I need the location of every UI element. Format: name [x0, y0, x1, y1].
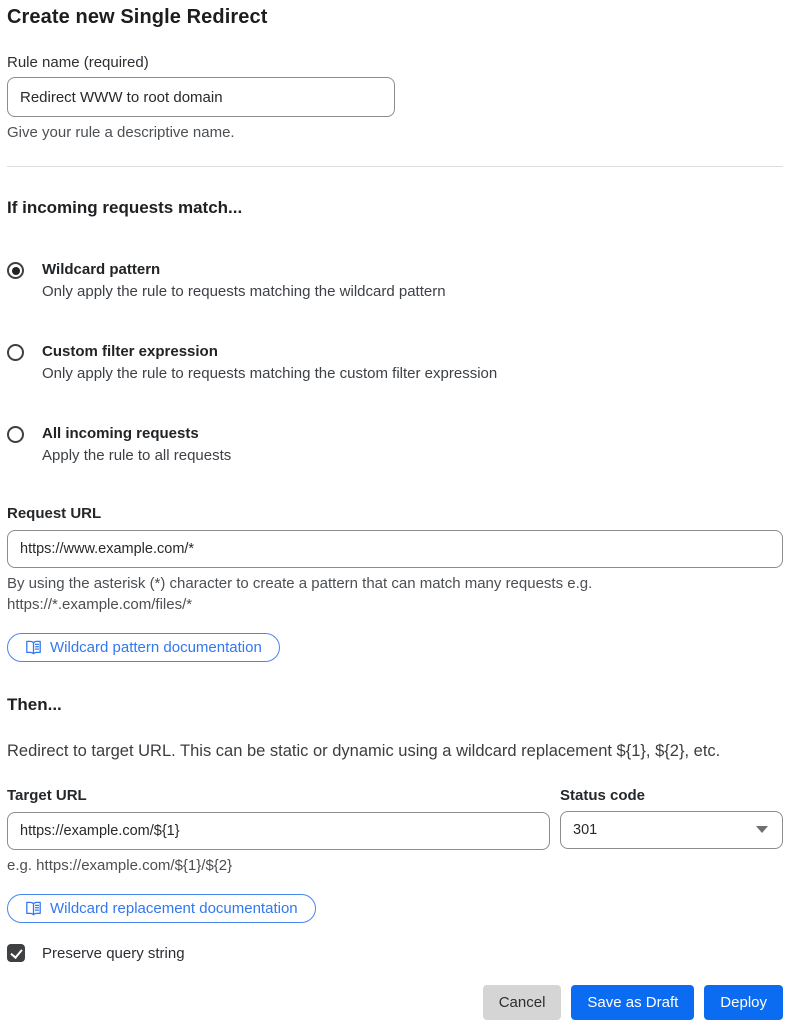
chevron-down-icon — [756, 826, 768, 833]
preserve-query-label: Preserve query string — [42, 944, 185, 962]
radio-label: Custom filter expression — [42, 343, 218, 361]
doc-button-label: Wildcard replacement documentation — [50, 900, 298, 917]
footer-actions — [7, 985, 783, 1020]
status-code-select[interactable] — [560, 811, 783, 849]
then-section-heading: Then... — [7, 694, 62, 714]
then-description: Redirect to target URL. This can be static or dynamic using a wildcard replacement ${1}, ${2}, etc. — [7, 741, 721, 760]
radio-button[interactable] — [7, 426, 24, 443]
doc-button-label: Wildcard pattern documentation — [50, 638, 262, 656]
target-url-help: e.g. https://example.com/${1}/${2} — [7, 856, 233, 874]
radio-description: Apply the rule to all requests — [42, 447, 232, 465]
status-code-label: Status code — [560, 786, 646, 804]
request-url-help: By using the asterisk (*) character to create a pattern that can match many requests e.g. https://*.example.com/files/* — [7, 575, 593, 613]
radio-option-custom-filter[interactable] — [7, 343, 783, 382]
target-url-input[interactable] — [7, 812, 550, 850]
radio-description: Only apply the rule to requests matching the custom filter expression — [42, 365, 498, 383]
section-divider — [7, 166, 783, 167]
deploy-button[interactable]: Deploy — [704, 985, 783, 1020]
rule-name-help: Give your rule a descriptive name. — [7, 124, 235, 141]
preserve-query-checkbox[interactable] — [7, 944, 25, 962]
radio-label: Wildcard pattern — [42, 261, 161, 279]
status-code-value: 301 — [573, 821, 598, 838]
book-icon — [25, 900, 42, 917]
match-section-heading: If incoming requests match... — [7, 198, 243, 218]
radio-label: All incoming requests — [42, 425, 199, 443]
target-url-label: Target URL — [7, 786, 87, 804]
book-icon — [25, 639, 42, 656]
radio-option-all-requests[interactable] — [7, 425, 783, 464]
radio-option-wildcard-pattern[interactable] — [7, 261, 783, 300]
radio-button[interactable] — [7, 344, 24, 361]
preserve-query-row[interactable] — [7, 944, 783, 962]
rule-name-label: Rule name (required) — [7, 54, 149, 71]
radio-button[interactable] — [7, 262, 24, 279]
request-url-label: Request URL — [7, 505, 102, 523]
wildcard-replacement-doc-button[interactable] — [7, 894, 316, 923]
rule-name-input[interactable] — [7, 77, 395, 117]
save-as-draft-button[interactable]: Save as Draft — [571, 985, 694, 1020]
wildcard-pattern-doc-button[interactable] — [7, 633, 280, 662]
radio-description: Only apply the rule to requests matching the wildcard pattern — [42, 283, 446, 301]
request-url-input[interactable] — [7, 530, 783, 568]
page-title: Create new Single Redirect — [7, 6, 268, 28]
cancel-button[interactable]: Cancel — [483, 985, 562, 1020]
